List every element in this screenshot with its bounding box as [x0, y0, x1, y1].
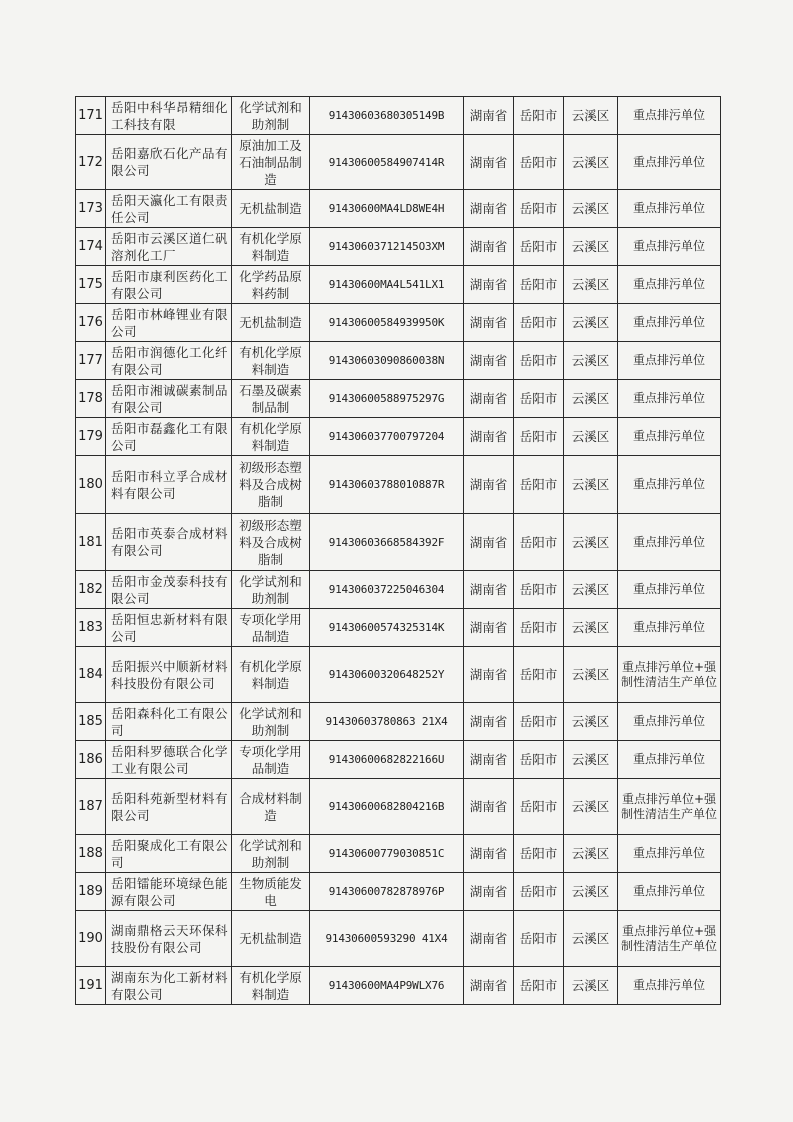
- industry-type-cell: 有机化学原料制造: [232, 418, 310, 456]
- table-row: [76, 190, 721, 228]
- city-cell: 岳阳市: [514, 380, 564, 418]
- company-name-cell: 岳阳振兴中顺新材料科技股份有限公司: [106, 647, 232, 703]
- district-cell: 云溪区: [564, 514, 618, 571]
- unit-type-cell: 重点排污单位: [618, 741, 721, 779]
- credit-code-cell: 91430600MA4P9WLX76: [310, 967, 464, 1005]
- row-number-cell: 190: [76, 911, 106, 967]
- district-cell: 云溪区: [564, 135, 618, 190]
- credit-code-cell: 91430600682804216B: [310, 779, 464, 835]
- province-cell: 湖南省: [464, 571, 514, 609]
- province-cell: 湖南省: [464, 741, 514, 779]
- city-cell: 岳阳市: [514, 779, 564, 835]
- city-cell: 岳阳市: [514, 190, 564, 228]
- province-cell: 湖南省: [464, 97, 514, 135]
- credit-code-cell: 91430600593290 41X4: [310, 911, 464, 967]
- table-row: [76, 741, 721, 779]
- credit-code-cell: 91430600584907414R: [310, 135, 464, 190]
- company-name-cell: 岳阳嘉欣石化产品有限公司: [106, 135, 232, 190]
- unit-type-cell: 重点排污单位: [618, 380, 721, 418]
- row-number-cell: 182: [76, 571, 106, 609]
- row-number-cell: 188: [76, 835, 106, 873]
- row-number-cell: 191: [76, 967, 106, 1005]
- row-number-cell: 189: [76, 873, 106, 911]
- company-name-cell: 岳阳市金茂泰科技有限公司: [106, 571, 232, 609]
- province-cell: 湖南省: [464, 609, 514, 647]
- company-name-cell: 岳阳市云溪区道仁矾溶剂化工厂: [106, 228, 232, 266]
- industry-type-cell: 初级形态塑料及合成树脂制: [232, 456, 310, 514]
- district-cell: 云溪区: [564, 342, 618, 380]
- company-name-cell: 岳阳市润德化工化纤有限公司: [106, 342, 232, 380]
- unit-type-cell: 重点排污单位: [618, 304, 721, 342]
- province-cell: 湖南省: [464, 514, 514, 571]
- table-row: [76, 380, 721, 418]
- company-name-cell: 岳阳市磊鑫化工有限公司: [106, 418, 232, 456]
- unit-type-cell: 重点排污单位+强制性清洁生产单位: [618, 647, 721, 703]
- industry-type-cell: 初级形态塑料及合成树脂制: [232, 514, 310, 571]
- city-cell: 岳阳市: [514, 741, 564, 779]
- province-cell: 湖南省: [464, 703, 514, 741]
- city-cell: 岳阳市: [514, 456, 564, 514]
- city-cell: 岳阳市: [514, 342, 564, 380]
- credit-code-cell: 91430600782878976P: [310, 873, 464, 911]
- district-cell: 云溪区: [564, 609, 618, 647]
- credit-code-cell: 91430600584939950K: [310, 304, 464, 342]
- industry-type-cell: 化学试剂和助剂制: [232, 703, 310, 741]
- unit-type-cell: 重点排污单位: [618, 873, 721, 911]
- industry-type-cell: 专项化学用品制造: [232, 609, 310, 647]
- row-number-cell: 187: [76, 779, 106, 835]
- unit-type-cell: 重点排污单位: [618, 342, 721, 380]
- unit-type-cell: 重点排污单位: [618, 609, 721, 647]
- company-name-cell: 湖南东为化工新材料有限公司: [106, 967, 232, 1005]
- industry-type-cell: 无机盐制造: [232, 911, 310, 967]
- district-cell: 云溪区: [564, 703, 618, 741]
- credit-code-cell: 91430600MA4L541LX1: [310, 266, 464, 304]
- company-name-cell: 岳阳森科化工有限公司: [106, 703, 232, 741]
- city-cell: 岳阳市: [514, 304, 564, 342]
- province-cell: 湖南省: [464, 135, 514, 190]
- industry-type-cell: 无机盐制造: [232, 304, 310, 342]
- city-cell: 岳阳市: [514, 873, 564, 911]
- city-cell: 岳阳市: [514, 135, 564, 190]
- table-row: [76, 779, 721, 835]
- district-cell: 云溪区: [564, 873, 618, 911]
- province-cell: 湖南省: [464, 873, 514, 911]
- company-name-cell: 岳阳市康利医药化工有限公司: [106, 266, 232, 304]
- credit-code-cell: 91430603090860038N: [310, 342, 464, 380]
- industry-type-cell: 有机化学原料制造: [232, 967, 310, 1005]
- credit-code-cell: 914306037700797204: [310, 418, 464, 456]
- table-row: [76, 228, 721, 266]
- province-cell: 湖南省: [464, 380, 514, 418]
- row-number-cell: 179: [76, 418, 106, 456]
- unit-type-cell: 重点排污单位: [618, 571, 721, 609]
- province-cell: 湖南省: [464, 190, 514, 228]
- row-number-cell: 185: [76, 703, 106, 741]
- row-number-cell: 177: [76, 342, 106, 380]
- table-row: [76, 647, 721, 703]
- company-name-cell: 岳阳市科立孚合成材料有限公司: [106, 456, 232, 514]
- table-row: [76, 418, 721, 456]
- district-cell: 云溪区: [564, 97, 618, 135]
- table-row: [76, 911, 721, 967]
- credit-code-cell: 91430603712145O3XM: [310, 228, 464, 266]
- unit-type-cell: 重点排污单位+强制性清洁生产单位: [618, 911, 721, 967]
- credit-code-cell: 91430603668584392F: [310, 514, 464, 571]
- province-cell: 湖南省: [464, 779, 514, 835]
- company-name-cell: 岳阳中科华昂精细化工科技有限: [106, 97, 232, 135]
- credit-code-cell: 91430600682822166U: [310, 741, 464, 779]
- city-cell: 岳阳市: [514, 97, 564, 135]
- row-number-cell: 180: [76, 456, 106, 514]
- table-row: [76, 266, 721, 304]
- district-cell: 云溪区: [564, 304, 618, 342]
- row-number-cell: 184: [76, 647, 106, 703]
- industry-type-cell: 石墨及碳素制品制: [232, 380, 310, 418]
- unit-type-cell: 重点排污单位: [618, 456, 721, 514]
- industry-type-cell: 化学药品原料药制: [232, 266, 310, 304]
- company-name-cell: 岳阳天瀛化工有限责任公司: [106, 190, 232, 228]
- company-name-cell: 岳阳科苑新型材料有限公司: [106, 779, 232, 835]
- unit-type-cell: 重点排污单位: [618, 967, 721, 1005]
- province-cell: 湖南省: [464, 967, 514, 1005]
- row-number-cell: 171: [76, 97, 106, 135]
- province-cell: 湖南省: [464, 456, 514, 514]
- city-cell: 岳阳市: [514, 967, 564, 1005]
- industry-type-cell: 专项化学用品制造: [232, 741, 310, 779]
- row-number-cell: 181: [76, 514, 106, 571]
- company-name-cell: 岳阳聚成化工有限公司: [106, 835, 232, 873]
- industry-type-cell: 有机化学原料制造: [232, 342, 310, 380]
- city-cell: 岳阳市: [514, 266, 564, 304]
- district-cell: 云溪区: [564, 380, 618, 418]
- table-row: [76, 456, 721, 514]
- unit-type-cell: 重点排污单位+强制性清洁生产单位: [618, 779, 721, 835]
- company-table: [75, 96, 721, 1005]
- credit-code-cell: 91430600574325314K: [310, 609, 464, 647]
- company-name-cell: 岳阳科罗德联合化学工业有限公司: [106, 741, 232, 779]
- credit-code-cell: 91430600MA4LD8WE4H: [310, 190, 464, 228]
- province-cell: 湖南省: [464, 304, 514, 342]
- industry-type-cell: 生物质能发电: [232, 873, 310, 911]
- province-cell: 湖南省: [464, 266, 514, 304]
- credit-code-cell: 91430600779030851C: [310, 835, 464, 873]
- table-row: [76, 835, 721, 873]
- table-row: [76, 571, 721, 609]
- row-number-cell: 176: [76, 304, 106, 342]
- district-cell: 云溪区: [564, 190, 618, 228]
- company-name-cell: 岳阳恒忠新材料有限公司: [106, 609, 232, 647]
- district-cell: 云溪区: [564, 911, 618, 967]
- province-cell: 湖南省: [464, 647, 514, 703]
- unit-type-cell: 重点排污单位: [618, 266, 721, 304]
- table-row: [76, 97, 721, 135]
- credit-code-cell: 91430600320648252Y: [310, 647, 464, 703]
- company-name-cell: 岳阳市英泰合成材料有限公司: [106, 514, 232, 571]
- row-number-cell: 183: [76, 609, 106, 647]
- table-row: [76, 135, 721, 190]
- table-row: [76, 703, 721, 741]
- province-cell: 湖南省: [464, 835, 514, 873]
- city-cell: 岳阳市: [514, 609, 564, 647]
- unit-type-cell: 重点排污单位: [618, 835, 721, 873]
- district-cell: 云溪区: [564, 647, 618, 703]
- city-cell: 岳阳市: [514, 647, 564, 703]
- table-body: [76, 97, 721, 1005]
- district-cell: 云溪区: [564, 266, 618, 304]
- industry-type-cell: 有机化学原料制造: [232, 647, 310, 703]
- province-cell: 湖南省: [464, 342, 514, 380]
- province-cell: 湖南省: [464, 228, 514, 266]
- row-number-cell: 172: [76, 135, 106, 190]
- industry-type-cell: 有机化学原料制造: [232, 228, 310, 266]
- district-cell: 云溪区: [564, 835, 618, 873]
- industry-type-cell: 原油加工及石油制品制造: [232, 135, 310, 190]
- district-cell: 云溪区: [564, 967, 618, 1005]
- unit-type-cell: 重点排污单位: [618, 418, 721, 456]
- credit-code-cell: 914306037225046304: [310, 571, 464, 609]
- district-cell: 云溪区: [564, 228, 618, 266]
- unit-type-cell: 重点排污单位: [618, 228, 721, 266]
- city-cell: 岳阳市: [514, 228, 564, 266]
- credit-code-cell: 91430600588975297G: [310, 380, 464, 418]
- industry-type-cell: 合成材料制造: [232, 779, 310, 835]
- city-cell: 岳阳市: [514, 571, 564, 609]
- row-number-cell: 178: [76, 380, 106, 418]
- district-cell: 云溪区: [564, 741, 618, 779]
- district-cell: 云溪区: [564, 571, 618, 609]
- unit-type-cell: 重点排污单位: [618, 135, 721, 190]
- industry-type-cell: 化学试剂和助剂制: [232, 571, 310, 609]
- unit-type-cell: 重点排污单位: [618, 190, 721, 228]
- city-cell: 岳阳市: [514, 418, 564, 456]
- district-cell: 云溪区: [564, 456, 618, 514]
- industry-type-cell: 化学试剂和助剂制: [232, 835, 310, 873]
- unit-type-cell: 重点排污单位: [618, 514, 721, 571]
- company-name-cell: 湖南鼎格云天环保科技股份有限公司: [106, 911, 232, 967]
- row-number-cell: 174: [76, 228, 106, 266]
- city-cell: 岳阳市: [514, 514, 564, 571]
- province-cell: 湖南省: [464, 418, 514, 456]
- district-cell: 云溪区: [564, 779, 618, 835]
- row-number-cell: 173: [76, 190, 106, 228]
- table-row: [76, 873, 721, 911]
- company-name-cell: 岳阳市林峰锂业有限公司: [106, 304, 232, 342]
- table-row: [76, 967, 721, 1005]
- city-cell: 岳阳市: [514, 703, 564, 741]
- table-row: [76, 514, 721, 571]
- table-row: [76, 609, 721, 647]
- city-cell: 岳阳市: [514, 911, 564, 967]
- credit-code-cell: 91430603780863 21X4: [310, 703, 464, 741]
- unit-type-cell: 重点排污单位: [618, 97, 721, 135]
- company-name-cell: 岳阳镭能环境绿色能源有限公司: [106, 873, 232, 911]
- table-row: [76, 342, 721, 380]
- row-number-cell: 175: [76, 266, 106, 304]
- province-cell: 湖南省: [464, 911, 514, 967]
- industry-type-cell: 化学试剂和助剂制: [232, 97, 310, 135]
- company-name-cell: 岳阳市湘诚碳素制品有限公司: [106, 380, 232, 418]
- credit-code-cell: 91430603788010887R: [310, 456, 464, 514]
- district-cell: 云溪区: [564, 418, 618, 456]
- unit-type-cell: 重点排污单位: [618, 703, 721, 741]
- industry-type-cell: 无机盐制造: [232, 190, 310, 228]
- row-number-cell: 186: [76, 741, 106, 779]
- table-row: [76, 304, 721, 342]
- city-cell: 岳阳市: [514, 835, 564, 873]
- credit-code-cell: 91430603680305149B: [310, 97, 464, 135]
